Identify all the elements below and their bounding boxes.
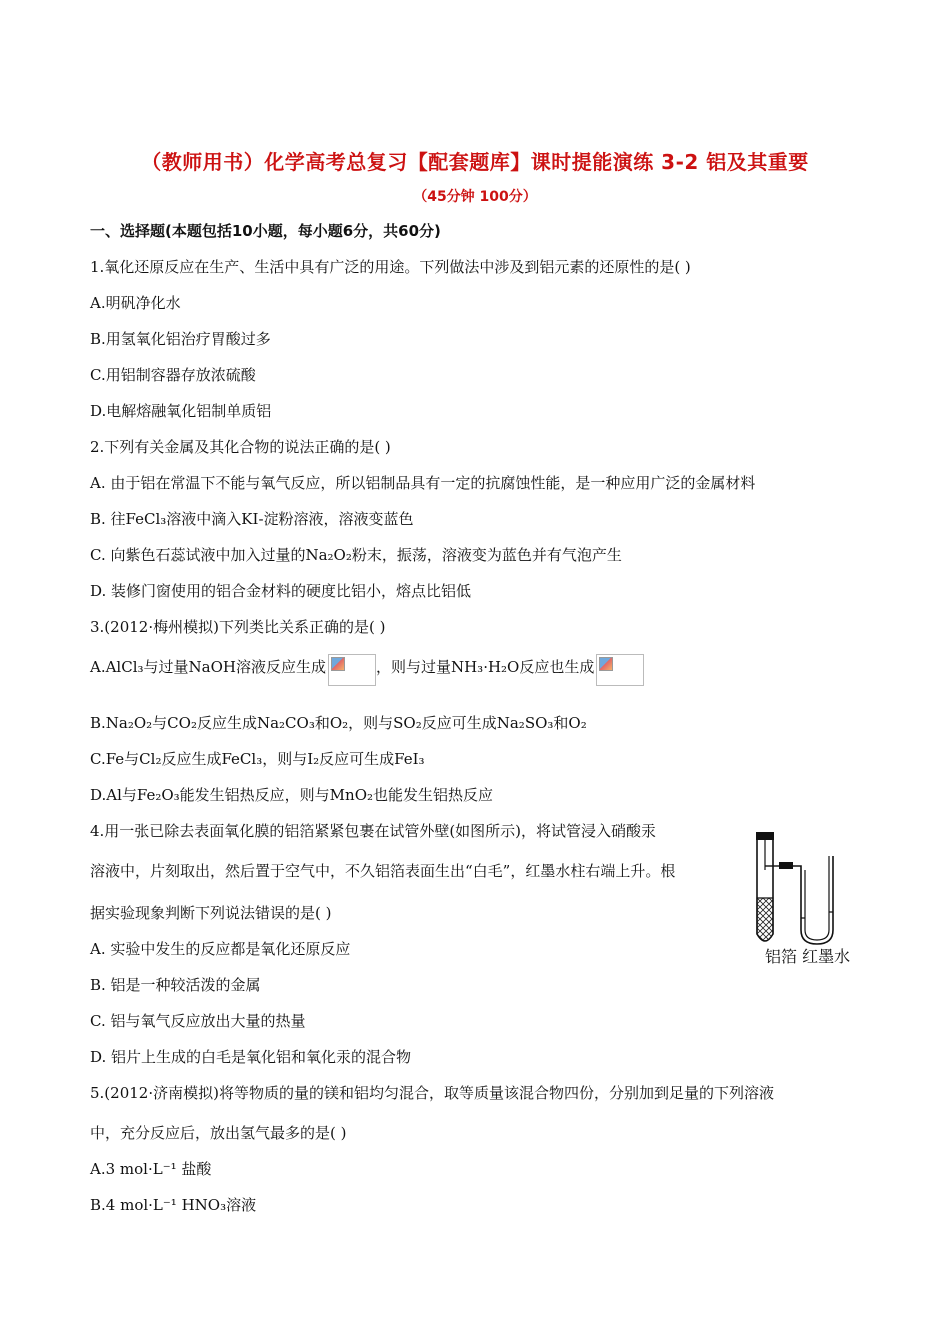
question-2-stem: 2.下列有关金属及其化合物的说法正确的是( ) xyxy=(90,438,391,456)
page-subtitle: （45分钟 100分） xyxy=(413,189,537,205)
question-4-option-c: C. 铝与氧气反应放出大量的热量 xyxy=(90,1012,306,1030)
question-3-option-d: D.Al与Fe₂O₃能发生铝热反应，则与MnO₂也能发生铝热反应 xyxy=(90,786,494,804)
question-5-stem-line-1: 5.(2012·济南模拟)将等物质的量的镁和铝均匀混合，取等质量该混合物四份，分别加到足量的下列溶液 xyxy=(90,1084,774,1102)
question-4-option-b: B. 铝是一种较活泼的金属 xyxy=(90,976,261,994)
question-4-stem-line-3: 据实验现象判断下列说法错误的是( ) xyxy=(90,904,332,922)
figure-caption: 铝箔 红墨水 xyxy=(765,947,851,966)
question-4-stem-line-2: 溶液中，片刻取出，然后置于空气中，不久铝箔表面生出“白毛”，红墨水柱右端上升。根 xyxy=(90,862,676,880)
question-1-option-d: D.电解熔融氧化铝制单质铝 xyxy=(90,402,272,420)
question-4-option-d: D. 铝片上生成的白毛是氧化铝和氧化汞的混合物 xyxy=(90,1048,412,1066)
question-3-option-a xyxy=(90,654,644,686)
question-1-stem: 1.氧化还原反应在生产、生活中具有广泛的用途。下列做法中涉及到铝元素的还原性的是( ) xyxy=(90,258,691,276)
section-heading: 一、选择题(本题包括10小题，每小题6分，共60分) xyxy=(90,222,441,240)
question-5-option-b: B.4 mol·L⁻¹ HNO₃溶液 xyxy=(90,1196,257,1214)
question-1-option-a: A.明矾净化水 xyxy=(90,294,181,312)
question-4-option-a: A. 实验中发生的反应都是氧化还原反应 xyxy=(90,940,351,958)
question-2-option-c: C. 向紫色石蕊试液中加入过量的Na₂O₂粉末，振荡，溶液变为蓝色并有气泡产生 xyxy=(90,546,622,564)
stopper-shape xyxy=(756,832,774,840)
broken-image-icon xyxy=(596,654,644,686)
question-3-option-c: C.Fe与Cl₂反应生成FeCl₃，则与I₂反应可生成FeI₃ xyxy=(90,750,425,768)
question-5-stem-line-2: 中，充分反应后，放出氢气最多的是( ) xyxy=(90,1124,347,1142)
question-2-option-d: D. 装修门窗使用的铝合金材料的硬度比铝小，熔点比铝低 xyxy=(90,582,472,600)
question-3-option-b: B.Na₂O₂与CO₂反应生成Na₂CO₃和O₂，则与SO₂反应可生成Na₂SO₃和O₂ xyxy=(90,714,587,732)
u-tube-shape xyxy=(793,856,833,944)
question-1-option-c: C.用铝制容器存放浓硫酸 xyxy=(90,366,256,384)
question-1-option-b: B.用氢氧化铝治疗胃酸过多 xyxy=(90,330,271,348)
question-4-stem-line-1: 4.用一张已除去表面氧化膜的铝箔紧紧包裹在试管外壁(如图所示)，将试管浸入硝酸汞 xyxy=(90,822,657,840)
broken-image-icon xyxy=(328,654,376,686)
question-2-option-a: A. 由于铝在常温下不能与氧气反应，所以铝制品具有一定的抗腐蚀性能，是一种应用广泛的金属材料 xyxy=(90,474,756,492)
question-5-option-a: A.3 mol·L⁻¹ 盐酸 xyxy=(90,1160,212,1178)
aluminum-foil-shape xyxy=(757,898,773,941)
question-2-option-b: B. 往FeCl₃溶液中滴入KI-淀粉溶液，溶液变蓝色 xyxy=(90,510,414,528)
question-3-stem: 3.(2012·梅州模拟)下列类比关系正确的是( ) xyxy=(90,618,386,636)
question-3-option-a-text-1: A.AlCl₃与过量NaOH溶液反应生成 xyxy=(90,658,326,676)
connector-shape xyxy=(779,862,793,869)
page-title: （教师用书）化学高考总复习【配套题库】课时提能演练 3-2 铝及其重要 xyxy=(141,150,809,174)
question-3-option-a-text-2: ，则与过量NH₃·H₂O反应也生成 xyxy=(375,658,595,676)
